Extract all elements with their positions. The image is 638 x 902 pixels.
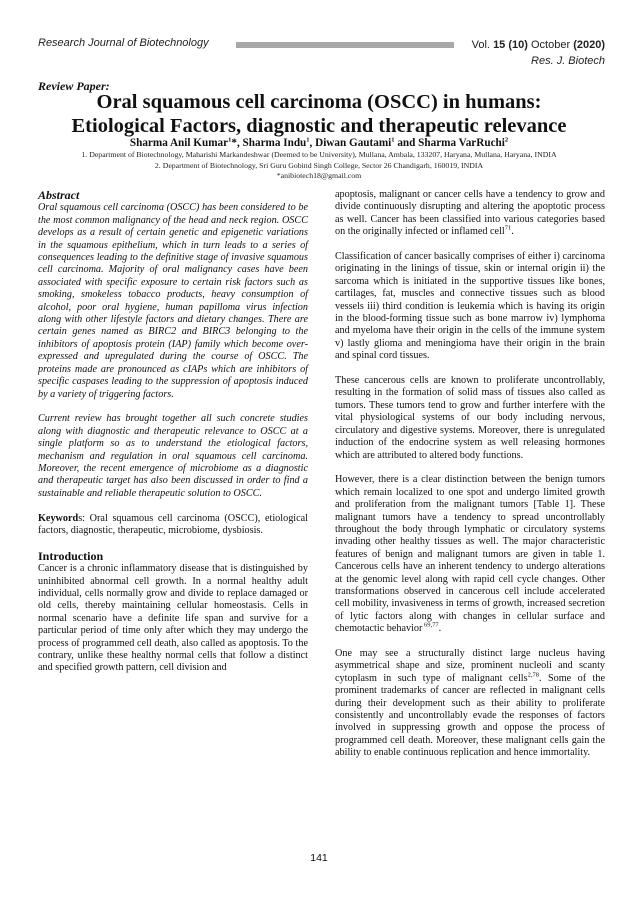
vol-number: 15 — [493, 39, 506, 51]
author-3: Diwan Gautami — [315, 137, 392, 149]
citation: 69,77 — [422, 621, 439, 629]
right-p5-text: One may see a structurally distinct large nucleus having asymmetrical shape and size, prominent nucleoli and scanty cytoplasm in such type of malignant cells — [335, 647, 605, 684]
keywords — [38, 513, 308, 538]
author-2-affil: 1 — [306, 136, 310, 144]
right-p5-cont: . Some of the prominent trademarks of cancer are reflected in malignant cells during their development such as their ability to proliferate consistently and uncontrollably evade the responses of factors involved in suppressing growth and oppose the process of programmed cell death. Moreover, these malignant cells gain the ability to enable continuous replication and hence immortality. — [335, 672, 605, 759]
author-1: Sharma Anil Kumar — [129, 137, 229, 149]
corresponding-email[interactable]: *anibiotech18@gmail.com — [276, 171, 362, 180]
affiliation-2: 2. Department of Biotechnology, Sri Guru Gobind Singh College, Sector 26 Chandigarh, 160019, INDIA — [154, 160, 484, 170]
keywords-label: Keyword — [38, 512, 79, 524]
author-separator: and — [394, 137, 419, 149]
author-2: Sharma Indu — [242, 137, 307, 149]
title-line-1: Oral squamous cell carcinoma (OSCC) in humans: — [96, 91, 542, 113]
introduction-heading: Introduction — [38, 548, 104, 563]
keywords-text: Oral squamous cell carcinoma (OSCC), etiological factors, diagnostic, therapeutic, microbiome, dysbiosis. — [38, 512, 308, 536]
author-4: Sharma VarRuchi — [418, 137, 505, 149]
right-p1-text: apoptosis, malignant or cancer cells have a tendency to grow and divide continuously disrupting and altering the apoptotic process as well. Cancer has been classified into various categories based on the originally infected or inflamed cell — [335, 189, 605, 238]
citation: 71 — [504, 224, 512, 232]
journal-volume-info — [472, 37, 605, 69]
page-number: 141 — [310, 852, 328, 864]
issue-number: (10) — [508, 39, 528, 51]
header-divider-bar — [236, 42, 454, 48]
author-3-affil: 1 — [391, 136, 395, 144]
paper-type: Review Paper: — [38, 79, 110, 93]
keywords-label-tail: s: — [78, 512, 85, 524]
intro-paragraph-1: Cancer is a chronic inflammatory disease that is distinguished by uninhibited abnormal cell growth. In a normal healthy adult individual, cells normally grow and divide to replace damaged or old cells, thereby maintaining cellular homeostasis. Cells in normal scenario have a definite life span and survive for a particular period of time only after which they may undergo the process of programmed cell death, also called as apoptosis. To the contrary, unlike these healthy normal cells that follow a distinct and specified growth pattern, cell division and — [38, 563, 308, 674]
right-p4-text: However, there is a clear distinction between the benign tumors which remain localized to one spot and undergo limited growth and proliferation from the malignant tumors [Table 1]. These malignant tumors have a tendency to spread uncontrollably throughout the body through lymphatic or circulatory systems invading other healthy tissues as well. The major characteristic features of benign and malignant tumors are given in table 1. Cancerous cells have an inherent tendency to undergo alterations at the genomic level along with rapid cell cycle changes. Other transformations observed in cancerous cell include accelerated cell mobility, invasiveness in terms of growth, increased secretion of lytic factors along with changes in cellular surface and chemotactic behavior — [335, 474, 605, 635]
journal-name: Research Journal of Biotechnology — [38, 37, 209, 49]
right-p1-end: . — [511, 226, 514, 238]
journal-abbrev: Res. J. Biotech — [531, 55, 605, 67]
title-line-2: Etiological Factors, diagnostic and therapeutic relevance — [71, 115, 567, 137]
right-paragraph-3: These cancerous cells are known to proliferate uncontrollably, resulting in the formation of solid mass of tissues also called as tumors. These tumors tend to grow and further interfere with the vital physiological systems of our body including nervous, circulatory and digestive systems. Moreover, there is unregulated induction of the endocrine system as well releasing hormones which are attributed to altered body functions. — [335, 375, 605, 461]
issue-year: (2020) — [573, 39, 605, 51]
abstract-heading: Abstract — [38, 188, 80, 202]
author-4-affil: 2 — [504, 136, 509, 144]
abstract-paragraph-1: Oral squamous cell carcinoma (OSCC) has been considered to be the most common malignancy of the head and neck region. OSCC develops as a result of certain genetic and epigenetic variations in the squamous epithelium, which in turn leads to a series of consequences leading to the definitive stage of invasive squamous cell carcinoma. Majority of oral malignancy cases have been associated with specific exposure to certain risk factors such as smoking, smokeless tobacco products, heavy consumption of alcohol, poor oral hygiene, human papilloma virus infection along with other lifestyle factors and dietary changes. There are certain genes named as BIRC2 and BIRC3 belonging to the inhibitors of apoptosis protein (IAP) family which become over-expressed and upregulated during the course of OSCC. The proteins made are pronounced as cIAPs which are inhibitors of specific caspases leading to the suppression of apoptosis induced by a variety of triggering factors. — [38, 202, 308, 400]
right-paragraph-4 — [335, 474, 605, 635]
citation: 2,78 — [527, 671, 539, 679]
affiliation-1: 1. Department of Biotechnology, Maharishi Markandeshwar (Deemed to be University), Mullana, Ambala, 133207, Haryana, Mullana, Haryana, INDIA — [81, 150, 557, 159]
right-paragraph-5 — [335, 648, 605, 760]
left-column — [38, 189, 308, 687]
author-1-affil: 1 — [228, 136, 232, 144]
right-paragraph-2: Classification of cancer basically comprises of either i) carcinoma originating in the linings of tissue, skin or internal origin ii) the sarcoma which is initiated in the supportive tissues like bones, cartilages, fat, muscles and connective tissues such as blood vessels iii) third condition is leukemia which is having its origin in the blood-forming tissue such as bone marrow iv) lymphoma and myeloma have their origin in the cells of the immune system v) lastly glioma and meningioma have their origin in the brain and spinal cord tissues. — [335, 251, 605, 362]
paper-title — [30, 90, 608, 138]
author-list — [30, 137, 608, 149]
right-p4-end: . — [438, 623, 442, 635]
abstract-paragraph-2: Current review has brought together all such concrete studies along with diagnostic and therapeutic relevance to OSCC at a single platform so as to understand the etiological factors, mechanism and regulation in oral squamous cell carcinoma. Moreover, the recent emergence of microbiome as a diagnostic and therapeutic target has also been discussed in order to find a sustainable and reliable therapeutic solution to OSCC. — [38, 413, 308, 499]
corresponding-mark: *, — [231, 137, 243, 149]
author-separator: , — [309, 137, 316, 149]
vol-label: Vol. — [471, 39, 490, 51]
affiliations — [20, 150, 618, 182]
right-column — [335, 189, 605, 772]
right-paragraph-1 — [335, 189, 605, 239]
issue-month: October — [531, 39, 571, 51]
